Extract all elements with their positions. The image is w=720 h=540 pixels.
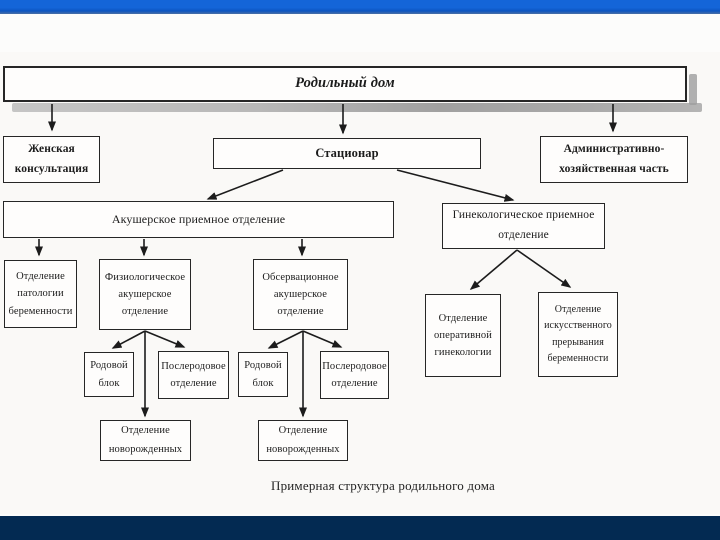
node-postpartum-1: Послеродовое отделение <box>158 351 229 399</box>
node-operative-gynecology: Отделение оперативной гинекологии <box>425 294 501 377</box>
node-newborn-2: Отделение новорожденных <box>258 420 348 461</box>
node-postpartum-2: Послеродовое отделение <box>320 351 389 399</box>
root-box-shadow <box>12 103 702 112</box>
node-delivery-block-1: Родовой блок <box>84 352 134 397</box>
node-womens-consultation: Женская консультация <box>3 136 100 183</box>
node-pregnancy-pathology: Отделение патологии беременности <box>4 260 77 328</box>
node-gynecological-reception: Гинекологическое приемное отделение <box>442 203 605 249</box>
node-newborn-1: Отделение новорожденных <box>100 420 191 461</box>
diagram-caption: Примерная структура родильного дома <box>270 478 495 493</box>
node-delivery-block-2: Родовой блок <box>238 352 288 397</box>
node-pregnancy-termination: Отделение искусственного прерывания беременности <box>538 292 618 377</box>
node-observational-obstetric: Обсервационное акушерское отделение <box>253 259 348 330</box>
node-administrative-part: Административно-хозяйственная часть <box>540 136 688 183</box>
node-physiological-obstetric: Физиологическое акушерское отделение <box>99 259 191 330</box>
node-obstetric-reception: Акушерское приемное отделение <box>3 201 394 238</box>
root-box-shadow-right <box>689 74 697 105</box>
node-maternity-hospital: Родильный дом <box>3 66 687 102</box>
top-banner <box>0 0 720 14</box>
bottom-banner <box>0 516 720 540</box>
node-inpatient: Стационар <box>213 138 481 169</box>
